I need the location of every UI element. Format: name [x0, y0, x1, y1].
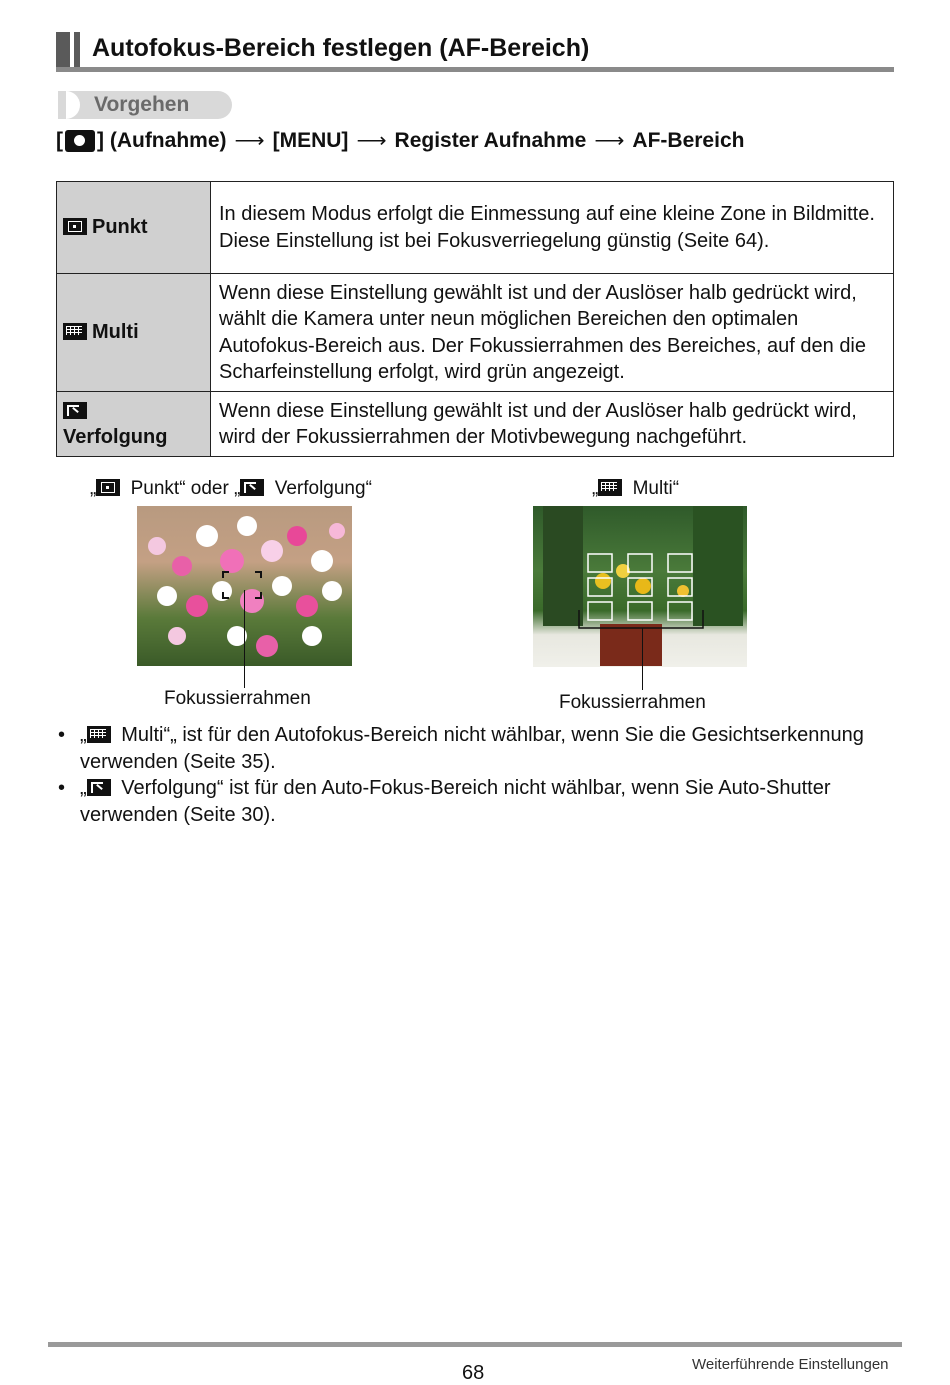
bullet: • [58, 724, 66, 746]
caption-text: Verfolgung“ [269, 478, 372, 499]
title-bar-block [56, 32, 70, 72]
focus-frame-pointer [642, 628, 643, 690]
flower-blossoms [148, 516, 345, 657]
focus-frame-pointer [244, 590, 245, 688]
row-description: In diesem Modus erfolgt die Einmessung auf eine kleine Zone in Bildmitte. Diese Einstellung ist bei Fokusverriegelung günstig (Seite 64). [211, 182, 894, 274]
row-label-text: Multi [92, 321, 139, 344]
right-focus-frame-label: Fokussierrahmen [559, 692, 706, 713]
footer-divider [48, 1342, 902, 1347]
path-arrow: ⟶ [356, 129, 387, 152]
tracking-af-icon [87, 779, 111, 796]
row-label-text: Verfolgung [63, 426, 168, 448]
tree-shape [693, 506, 743, 626]
menu-path [56, 128, 744, 153]
garden-photo [533, 506, 747, 667]
quote-open: „ [80, 777, 87, 799]
tree-shape [543, 506, 583, 626]
path-arrow: ⟶ [234, 129, 265, 152]
table-row [57, 182, 894, 274]
spot-af-icon [96, 479, 120, 496]
row-description: Wenn diese Einstellung gewählt ist und der Auslöser halb gedrückt wird, wählt die Kamera unter neun möglichen Bereichen den optimalen Autofokus-Bereich aus. Der Fokussierrahmen des Bereiches, auf den die Scharfeinstellung erfolgt, wird grün angezeigt. [211, 274, 894, 392]
left-focus-frame-label: Fokussierrahmen [164, 688, 311, 709]
camera-icon [65, 130, 95, 152]
page-title: Autofokus-Bereich festlegen (AF-Bereich) [92, 34, 590, 62]
page-number: 68 [462, 1362, 485, 1384]
pot-shape [600, 624, 662, 666]
path-step-af-area: AF-Bereich [632, 128, 745, 152]
quote-open: „ [592, 478, 599, 499]
tracking-af-icon [63, 402, 87, 419]
list-item [58, 722, 878, 775]
multi-af-icon [63, 323, 87, 340]
path-bracket-open: [ [56, 128, 63, 152]
row-label [57, 392, 211, 457]
caption-text: Multi“ [627, 478, 680, 499]
tracking-af-icon [240, 479, 264, 496]
row-label-text: Punkt [92, 216, 148, 239]
row-description: Wenn diese Einstellung gewählt ist und der Auslöser halb gedrückt wird, wird der Fokussierrahmen der Motivbewegung nachgeführt. [211, 392, 894, 457]
quote-open: „ [90, 478, 97, 499]
table-row [57, 392, 894, 457]
procedure-label: Vorgehen [94, 93, 190, 116]
yellow-flowers [595, 564, 689, 597]
bullet: • [58, 777, 66, 799]
note-text: Verfolgung“ ist für den Auto-Fokus-Bereich nicht wählbar, wenn Sie Auto-Shutter verwenden (Seite 30). [80, 777, 831, 826]
path-step-menu: [MENU] [272, 128, 349, 152]
path-arrow: ⟶ [594, 129, 625, 152]
spot-af-icon [63, 218, 87, 235]
badge-cap [58, 91, 80, 119]
path-step-register: Register Aufnahme [394, 128, 587, 152]
row-label [57, 274, 211, 392]
list-item [58, 775, 878, 828]
table-row [57, 274, 894, 392]
right-figure-caption [592, 478, 679, 500]
caption-text: Punkt“ oder „ [125, 478, 241, 499]
multi-af-icon [87, 726, 111, 743]
notes-list [58, 722, 878, 828]
path-step-record: ] (Aufnahme) [97, 128, 227, 152]
multi-af-icon [598, 479, 622, 496]
garden-illustration [533, 506, 747, 667]
note-text: Multi“„ ist für den Autofokus-Bereich nicht wählbar, wenn Sie die Gesichtserkennung verwenden (Seite 35). [80, 724, 864, 773]
title-bar-block [74, 32, 80, 72]
page-title-bar [56, 32, 894, 72]
row-label [57, 182, 211, 274]
title-underline [56, 67, 894, 72]
left-figure-caption [90, 478, 372, 500]
af-mode-table [56, 181, 894, 457]
procedure-badge [58, 91, 232, 119]
quote-open: „ [80, 724, 87, 746]
footer-section: Weiterführende Einstellungen [692, 1356, 889, 1373]
